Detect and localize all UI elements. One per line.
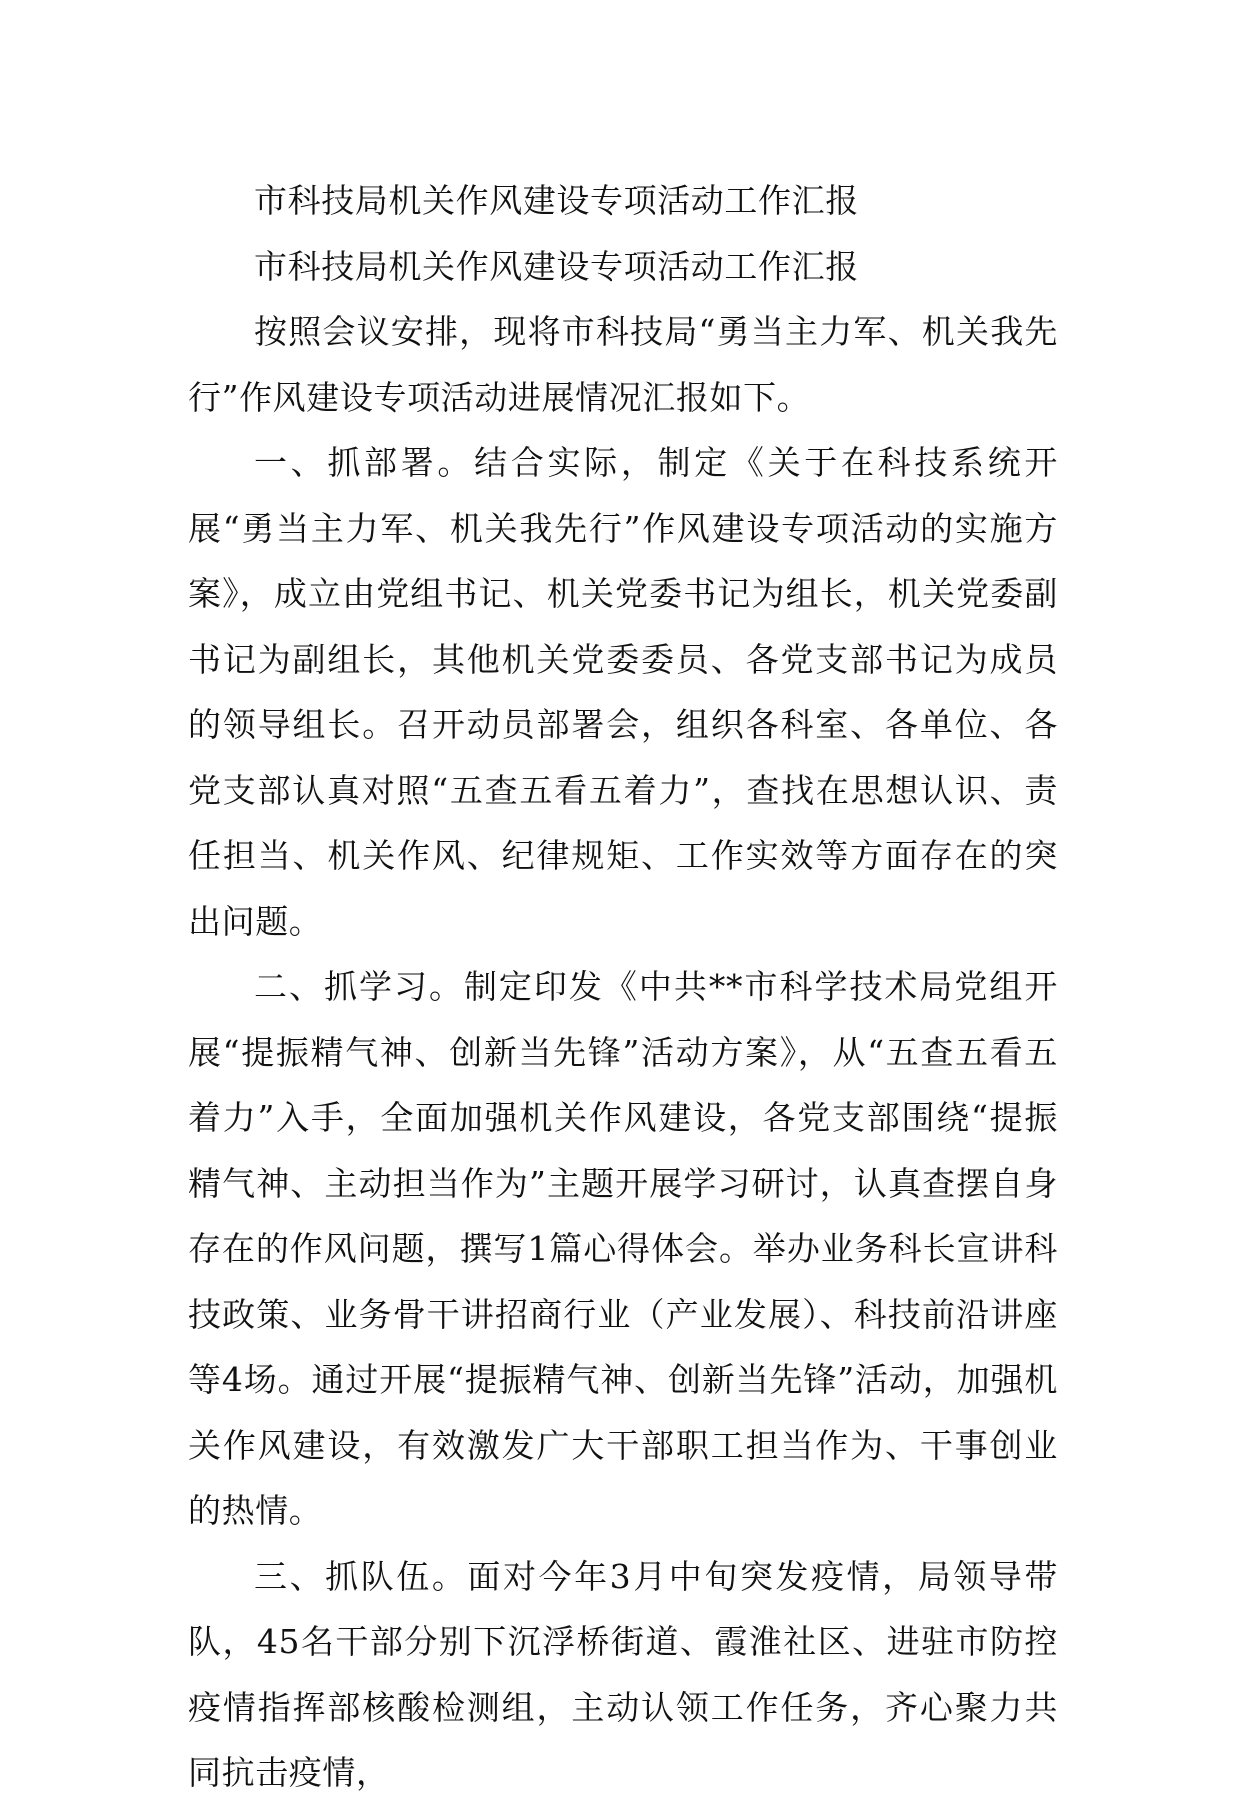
paragraph-team: 三、抓队伍。面对今年3月中旬突发疫情，局领导带队，45名干部分别下沉浮桥街道、霞淮社区、进驻市防控疫情指挥部核酸检测组，主动认领工作任务，齐心聚力共同抗击疫情， xyxy=(188,1556,1058,1792)
paragraph-deployment: 一、抓部署。结合实际，制定《关于在科技系统开展“勇当主力军、机关我先行”作风建设专项活动的实施方案》，成立由党组书记、机关党委书记为组长，机关党委副书记为副组长，其他机关党委委员、各党支部书记为成员的领导组长。召开动员部署会，组织各科室、各单位、各党支部认真对照“五查五看五着力”，查找在思想认识、责任担当、机关作风、纪律规矩、工作实效等方面存在的突出问题。 xyxy=(188,443,1058,941)
paragraph-intro: 按照会议安排，现将市科技局“勇当主力军、机关我先行”作风建设专项活动进展情况汇报如下。 xyxy=(188,312,1058,417)
paragraph-study: 二、抓学习。制定印发《中共**市科学技术局党组开展“提振精气神、创新当先锋”活动方案》，从“五查五看五着力”入手，全面加强机关作风建设，各党支部围绕“提振精气神、主动担当作为”主题开展学习研讨，认真查摆自身存在的作风问题，撰写1篇心得体会。举办业务科长宣讲科技政策、业务骨干讲招商行业（产业发展）、科技前沿讲座等4场。通过开展“提振精气神、创新当先锋”活动，加强机关作风建设，有效激发广大干部职工担当作为、干事创业的热情。 xyxy=(188,967,1058,1530)
document-body xyxy=(188,168,1058,1806)
document-title-line-2: 市科技局机关作风建设专项活动工作汇报 xyxy=(254,246,859,286)
document-title-line-1: 市科技局机关作风建设专项活动工作汇报 xyxy=(254,181,859,220)
